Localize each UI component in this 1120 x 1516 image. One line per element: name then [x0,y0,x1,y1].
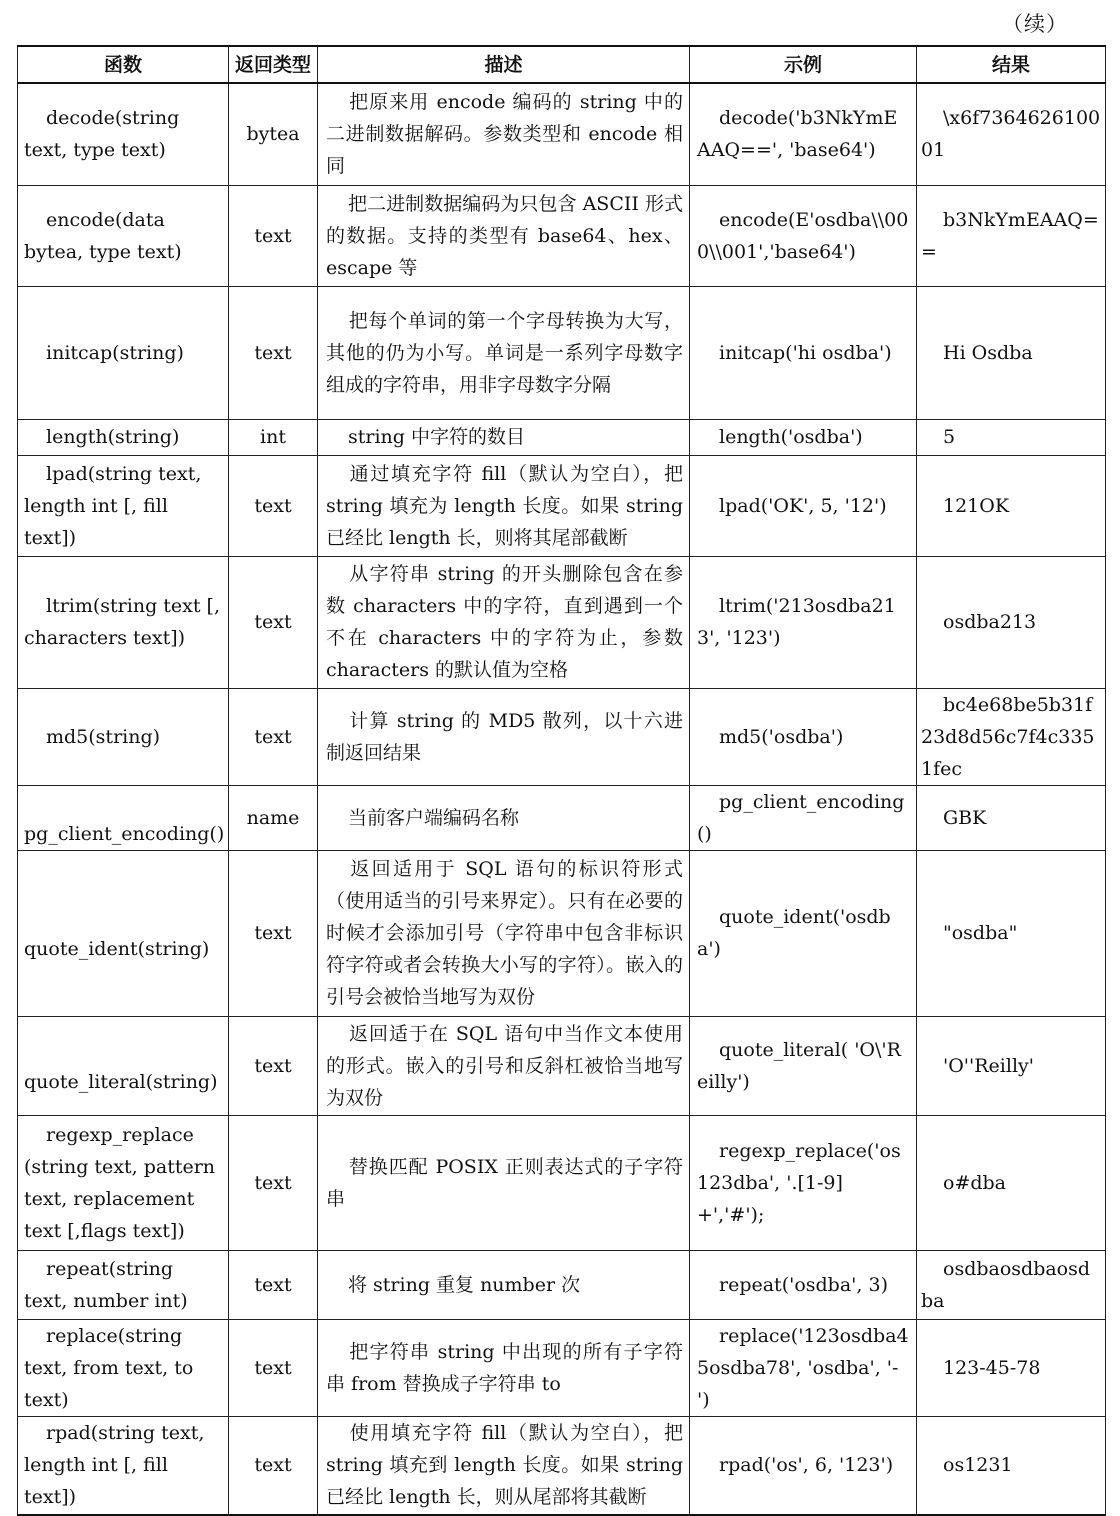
description-cell: 把每个单词的第一个字母转换为大写，其他的仍为小写。单词是一系列字母数字组成的字符串，用非字母数字分隔 [318,286,690,419]
example-cell: md5('osdba') [690,688,917,785]
example-cell: replace('123osdba45osdba78', 'osdba', '-') [690,1319,917,1416]
function-cell: regexp_replace (string text, pattern text, replacement text [,flags text]) [18,1115,229,1250]
example-cell: repeat('osdba', 3) [690,1250,917,1319]
example-cell: pg_client_encoding() [690,785,917,850]
example-cell: decode('b3NkYmEAAQ==', 'base64') [690,83,917,185]
result-cell: b3NkYmEAAQ== [917,185,1106,286]
description-cell: 使用填充字符 fill（默认为空白），把 string 填充到 length 长度。如果 string 已经比 length 长，则从尾部将其截断 [318,1416,690,1515]
return-type-cell: bytea [229,83,318,185]
return-type-cell: text [229,556,318,688]
return-type-cell: text [229,455,318,556]
result-cell: 121OK [917,455,1106,556]
return-type-cell: text [229,185,318,286]
table-row [18,455,1106,556]
table-row [18,1250,1106,1319]
header-return-type: 返回类型 [229,46,318,83]
table-row [18,286,1106,419]
header-result: 结果 [917,46,1106,83]
function-table [17,45,1106,1516]
return-type-cell: int [229,419,318,455]
result-cell: "osdba" [917,850,1106,1016]
table-row [18,1416,1106,1515]
example-cell: regexp_replace('os123dba', '.[1-9]+','#'); [690,1115,917,1250]
result-cell: osdba213 [917,556,1106,688]
result-cell: osdbaosdbaosdba [917,1250,1106,1319]
table-row [18,83,1106,185]
function-cell: lpad(string text, length int [, fill text]) [18,455,229,556]
result-cell: bc4e68be5b31f23d8d56c7f4c3351fec [917,688,1106,785]
function-cell: repeat(string text, number int) [18,1250,229,1319]
return-type-cell: text [229,1016,318,1115]
header-description: 描述 [318,46,690,83]
return-type-cell: text [229,1416,318,1515]
table-row [18,1115,1106,1250]
example-cell: encode(E'osdba\\000\\001','base64') [690,185,917,286]
function-cell: decode(string text, type text) [18,83,229,185]
table-row [18,556,1106,688]
result-cell: 123-45-78 [917,1319,1106,1416]
example-cell: length('osdba') [690,419,917,455]
function-cell: md5(string) [18,688,229,785]
description-cell: 把二进制数据编码为只包含 ASCII 形式的数据。支持的类型有 base64、hex、escape 等 [318,185,690,286]
example-cell: ltrim('213osdba213', '123') [690,556,917,688]
result-cell: GBK [917,785,1106,850]
description-cell: 返回适于在 SQL 语句中当作文本使用的形式。嵌入的引号和反斜杠被恰当地写为双份 [318,1016,690,1115]
description-cell: 把原来用 encode 编码的 string 中的二进制数据解码。参数类型和 encode 相同 [318,83,690,185]
description-cell: 返回适用于 SQL 语句的标识符形式（使用适当的引号来界定）。只有在必要的时候才会添加引号（字符串中包含非标识符字符或者会转换大小写的字符）。嵌入的引号会被恰当地写为双份 [318,850,690,1016]
return-type-cell: text [229,850,318,1016]
function-cell: length(string) [18,419,229,455]
table-row [18,185,1106,286]
table-row [18,1016,1106,1115]
description-cell: 替换匹配 POSIX 正则表达式的子字符串 [318,1115,690,1250]
function-cell: quote_literal(string) [18,1016,229,1115]
table-row [18,419,1106,455]
function-cell: encode(data bytea, type text) [18,185,229,286]
return-type-cell: text [229,286,318,419]
table-row [18,688,1106,785]
continued-label: （续） [1002,12,1068,36]
description-cell: string 中字符的数目 [318,419,690,455]
header-row [18,46,1106,83]
example-cell: quote_ident('osdba') [690,850,917,1016]
header-example: 示例 [690,46,917,83]
example-cell: lpad('OK', 5, '12') [690,455,917,556]
example-cell: quote_literal( 'O\'Reilly') [690,1016,917,1115]
table-row [18,1319,1106,1416]
return-type-cell: text [229,1319,318,1416]
table-row [18,850,1106,1016]
header-function: 函数 [18,46,229,83]
return-type-cell: name [229,785,318,850]
result-cell: 5 [917,419,1106,455]
return-type-cell: text [229,1250,318,1319]
result-cell: Hi Osdba [917,286,1106,419]
result-cell: o#dba [917,1115,1106,1250]
description-cell: 当前客户端编码名称 [318,785,690,850]
result-cell: \x6f736462610001 [917,83,1106,185]
example-cell: initcap('hi osdba') [690,286,917,419]
function-cell: quote_ident(string) [18,850,229,1016]
description-cell: 通过填充字符 fill（默认为空白），把 string 填充为 length 长度。如果 string 已经比 length 长，则将其尾部截断 [318,455,690,556]
table-row [18,785,1106,850]
function-cell: pg_client_encoding() [18,785,229,850]
example-cell: rpad('os', 6, '123') [690,1416,917,1515]
return-type-cell: text [229,1115,318,1250]
result-cell: os1231 [917,1416,1106,1515]
description-cell: 从字符串 string 的开头删除包含在参数 characters 中的字符，直到遇到一个不在 characters 中的字符为止，参数 characters 的默认值为空格 [318,556,690,688]
function-cell: replace(string text, from text, to text) [18,1319,229,1416]
description-cell: 将 string 重复 number 次 [318,1250,690,1319]
function-cell: initcap(string) [18,286,229,419]
description-cell: 把字符串 string 中出现的所有子字符串 from 替换成子字符串 to [318,1319,690,1416]
result-cell: 'O''Reilly' [917,1016,1106,1115]
description-cell: 计算 string 的 MD5 散列，以十六进制返回结果 [318,688,690,785]
function-cell: ltrim(string text [, characters text]) [18,556,229,688]
return-type-cell: text [229,688,318,785]
function-cell: rpad(string text, length int [, fill text]) [18,1416,229,1515]
